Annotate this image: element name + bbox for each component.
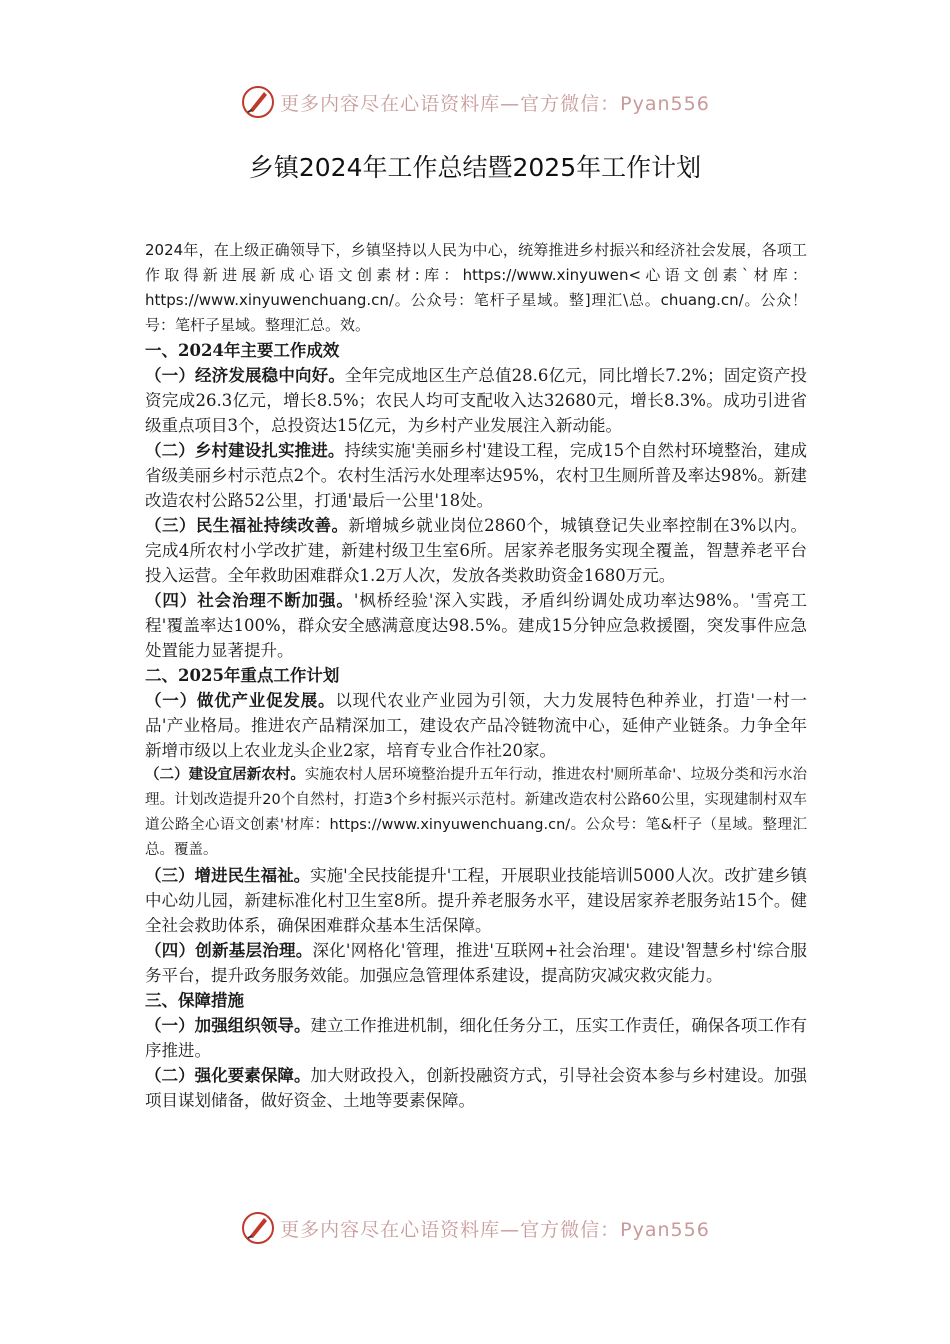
paragraph-lead: （一）经济发展稳中向好。 — [145, 366, 345, 385]
paragraph-lead: （三）民生福祉持续改善。 — [145, 516, 349, 535]
paragraph — [145, 688, 807, 763]
paragraph-body: 全年完成地区生产总值28.6亿元，同比增长7.2%；固定资产投资完成26.3亿元，增长8.5%；农民人均可支配收入达32680元，增长8.3%。成功引进省级重点项目3个，总投资达15亿元，为乡村产业发展注入新动能。 — [145, 366, 807, 435]
paragraph-lead: （四）社会治理不断加强。 — [145, 591, 354, 610]
paragraph-body: 以现代农业产业园为引领，大力发展特色种养业，打造'一村一品'产业格局。推进农产品精深加工，建设农产品冷链物流中心，延伸产业链条。力争全年新增市级以上农业龙头企业2家，培育专业合作社20家。 — [145, 691, 808, 760]
paragraph-body: '枫桥经验'深入实践，矛盾纠纷调处成功率达98%。'雪亮工程'覆盖率达100%，群众安全感满意度达98.5%。建成15分钟应急救援圈，突发事件应急处置能力显著提升。 — [145, 591, 807, 660]
paragraph-lead: （一）加强组织领导。 — [145, 1016, 311, 1035]
paragraph-body: 加大财政投入，创新投融资方式，引导社会资本参与乡村建设。加强项目谋划储备，做好资金、土地等要素保障。 — [145, 1066, 808, 1110]
paragraph — [145, 363, 807, 438]
section-heading: 一、2024年主要工作成效 — [145, 341, 340, 360]
paragraph-body: 深化'网格化'管理，推进'互联网+社会治理'。建设'智慧乡村'综合服务平台，提升政务服务效能。加强应急管理体系建设，提高防灾减灾救灾能力。 — [145, 941, 808, 985]
banner-text: 更多内容尽在心语资料库—官方微信：Pyan556 — [280, 1218, 710, 1241]
paragraph — [145, 938, 807, 988]
footer-banner — [0, 1208, 950, 1248]
paragraph — [145, 1063, 807, 1113]
paragraph — [145, 763, 807, 863]
paragraph-body: 持续实施'美丽乡村'建设工程，完成15个自然村环境整治，建成省级美丽乡村示范点2个。农村生活污水处理率达95%，农村卫生厕所普及率达98%。新建改造农村公路52公里，打通'最后一公里'18处。 — [145, 441, 807, 510]
paragraph — [145, 513, 807, 588]
paragraph-lead: （二）建设宜居新农村。 — [145, 767, 305, 783]
quill-pen-logo-icon — [240, 84, 276, 120]
header-banner — [0, 82, 950, 122]
intro-paragraph: 2024年，在上级正确领导下，乡镇坚持以人民为中心，统筹推进乡村振兴和经济社会发展，各项工作取得新进展新成心语文创素材:库：https://www.xinyuwen<心语文创素`材库：https://www.xinyuwenchuang.cn/。公众号：笔杆子星域。整]理汇\总。chuang.cn/。公众！号：笔杆子星域。整理汇总。效。 — [145, 241, 807, 334]
paragraph-body: 实施'全民技能提升'工程，开展职业技能培训5000人次。改扩建乡镇中心幼儿园，新建标准化村卫生室8所。提升养老服务水平，建设居家养老服务站15个。健全社会救助体系，确保困难群众基本生活保障。 — [145, 866, 807, 935]
document-body — [145, 238, 807, 1113]
quill-pen-logo-icon — [240, 1210, 276, 1246]
paragraph-body: 建立工作推进机制，细化任务分工，压实工作责任，确保各项工作有序推进。 — [145, 1016, 808, 1060]
document-title: 乡镇2024年工作总结暨2025年工作计划 — [248, 153, 702, 182]
paragraph-lead: （四）创新基层治理。 — [145, 941, 313, 960]
paragraph — [145, 588, 807, 663]
paragraph-lead: （一）做优产业促发展。 — [145, 691, 336, 710]
section-heading: 三、保障措施 — [145, 991, 244, 1010]
paragraph-body: 实施农村人居环境整治提升五年行动，推进农村'厕所革命'、垃圾分类和污水治理。计划改造提升20个自然村，打造3个乡村振兴示范村。新建改造农村公路60公里，实现建制村双车道公路全心语文创素'材库：https://www.xinyuwenchuang.cn/。公众号：笔&杆子（星域。整理汇总。覆盖。 — [145, 767, 807, 858]
paragraph — [145, 863, 807, 938]
paragraph — [145, 438, 807, 513]
paragraph-body: 新增城乡就业岗位2860个，城镇登记失业率控制在3%以内。完成4所农村小学改扩建，新建村级卫生室6所。居家养老服务实现全覆盖，智慧养老平台投入运营。全年救助困难群众1.2万人次，发放各类救助资金1680万元。 — [145, 516, 808, 585]
paragraph-lead: （二）乡村建设扎实推进。 — [145, 441, 345, 460]
banner-text: 更多内容尽在心语资料库—官方微信：Pyan556 — [280, 92, 710, 115]
paragraph — [145, 1013, 807, 1063]
paragraph-lead: （三）增进民生福祉。 — [145, 866, 311, 885]
section-heading: 二、2025年重点工作计划 — [145, 666, 340, 685]
paragraph-lead: （二）强化要素保障。 — [145, 1066, 311, 1085]
